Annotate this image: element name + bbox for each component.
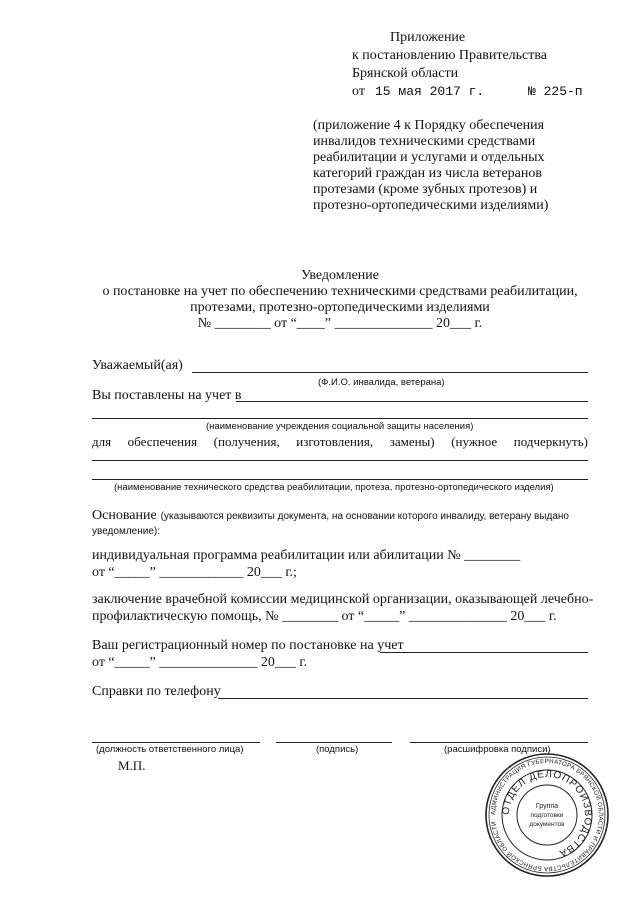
program-date-line: от “_____” ____________ 20___ г.; [92,565,297,580]
header-date-prefix: от [352,84,365,99]
phone-field-line [218,698,588,699]
office-stamp [484,752,610,878]
position-caption: (должность ответственного лица) [96,744,244,755]
device-field-line-2 [92,479,588,480]
basis-text-cont: уведомление): [92,526,160,537]
institution-caption: (наименование учреждения социальной защиты населения) [206,421,474,432]
phone-label: Справки по телефону [92,684,221,699]
basis-label: Основание [92,508,157,523]
device-caption: (наименование технического средства реабилитации, протеза, протезно-ортопедического изделия) [114,482,554,493]
basis-block [92,506,588,538]
title-heading: Уведомление [300,268,379,283]
reg-number-label: Ваш регистрационный номер по постановке на учет [92,638,404,653]
header-decree: к постановлению Правительства [352,48,548,63]
signature-line [276,742,392,743]
appendix-note-line: инвалидов техническими средствами [313,134,536,149]
header-number: № 225-п [528,84,583,99]
institution-field-line [236,401,588,402]
reg-number-field-line [380,652,588,653]
institution-field-line-2 [92,418,588,419]
decoding-caption: (расшифровка подписи) [444,744,551,755]
seal-place-label: М.П. [118,758,146,773]
title-number-line: № ________ от “____” ______________ 20___ г. [197,316,483,331]
stamp-outer-text: АДМИНИСТРАЦИЯ ГУБЕРНАТОРА БРЯНСКОЙ ОБЛАСТИ И ПРАВИТЕЛЬСТВА БРЯНСКОЙ ОБЛАСТИ [489,757,605,873]
dear-label: Уважаемый(ая) [92,358,183,373]
stamp-graphic [484,752,610,878]
basis-text: (указываются реквизиты документа, на основании которого инвалиду, ветерану выдано [160,511,569,522]
title-line: протезами, протезно-ортопедическими изделиями [190,300,490,315]
signature-caption: (подпись) [316,744,359,755]
appendix-note-line: (приложение 4 к Порядку обеспечения [313,118,545,133]
appendix-note-line: реабилитации и услугами и отдельных [313,150,545,165]
name-caption: (Ф.И.О. инвалида, ветерана) [318,377,445,388]
appendix-note-line: протезно-ортопедическими изделиями) [313,198,549,213]
commission-line-2: профилактическую помощь, № ________ от “_____” ______________ 20___ г. [92,609,557,624]
commission-line: заключение врачебной комиссии медицинской организации, оказывающей лечебно- [92,592,594,607]
registered-label: Вы поставлены на учет в [92,388,242,403]
stamp-center-line2: подготовки [530,812,564,819]
document-title [60,268,620,332]
decoding-signature-line [410,742,588,743]
stamp-center-line3: документов [529,821,565,828]
device-field-line [92,460,588,461]
name-field-line [192,372,588,373]
header-region: Брянской области [352,66,459,81]
appendix-note-line: протезами (кроме зубных протезов) и [313,182,538,197]
header-appendix: Приложение [390,30,466,45]
program-line: индивидуальная программа реабилитации или абилитации № ________ [92,548,521,563]
appendix-note [313,118,583,214]
appendix-note-line: категорий граждан из числа ветеранов [313,166,542,181]
title-line: о постановке на учет по обеспечению техническими средствами реабилитации, [102,284,578,299]
stamp-middle-text: ОТДЕЛ ДЕЛОПРОИЗВОДСТВА [500,768,594,859]
stamp-center-line1: Группа [535,803,559,810]
provision-line: для обеспечения (получения, изготовления, замены) (нужное подчеркнуть) [92,434,588,449]
header-date: 15 мая 2017 г. [375,84,485,99]
position-signature-line [92,742,260,743]
reg-date-line: от “_____” ______________ 20___ г. [92,655,308,670]
